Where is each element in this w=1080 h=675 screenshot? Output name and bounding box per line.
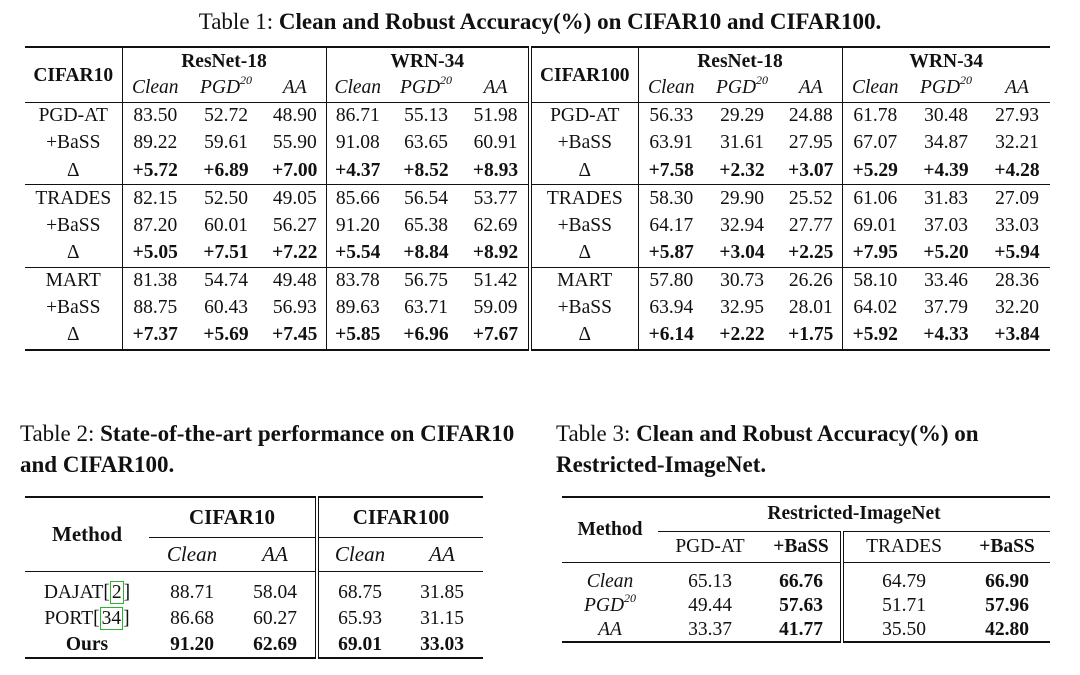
table2-cell-value: 62.69 — [235, 632, 317, 658]
table1-cell-label: Δ — [25, 322, 122, 350]
table1-cell-value: 83.50 — [133, 105, 178, 126]
table1-cell-value: 48.90 — [264, 102, 326, 130]
ref-bracket: [ — [93, 608, 100, 629]
table1-row — [25, 267, 1050, 295]
ref-bracket: ] — [123, 608, 130, 629]
table2-method-name — [25, 606, 149, 632]
table1-subheader-text: AA — [282, 77, 307, 98]
table1-cell-value: 27.93 — [995, 105, 1039, 126]
table1-left-model-b-header: WRN-34 — [326, 47, 530, 75]
table2-spacer-cell — [401, 571, 483, 580]
citation-link[interactable]: 2 — [111, 582, 122, 603]
table1-cell-value: 63.94 — [649, 297, 694, 319]
table3-cell-value: 64.79 — [882, 571, 926, 592]
table1-cell-label: +BaSS — [530, 130, 638, 158]
table1-cell-label: MART — [25, 267, 122, 295]
table3 — [562, 496, 1050, 643]
table1-right-col-aa-a — [780, 75, 842, 103]
table1-subheader-text: Clean — [131, 77, 179, 98]
table2-col-aa-a: AA — [235, 537, 317, 571]
table1-subheader-text: Clean — [334, 77, 382, 98]
table3-dataset-header: Restricted-ImageNet — [658, 497, 1050, 531]
ref-bracket: [ — [103, 582, 110, 603]
table1-right-col-pgd-b — [908, 75, 984, 103]
table3-cell-value: 66.76 — [762, 570, 842, 594]
table1-cell-value: 52.72 — [204, 105, 248, 126]
table3-spacer-cell — [842, 562, 964, 570]
table3-method-header: Method — [577, 518, 643, 540]
table3-cell-value: 57.63 — [762, 594, 842, 618]
table1-cell-value: 56.33 — [649, 105, 694, 126]
table1-cell-label: +BaSS — [25, 212, 122, 240]
table1-cell-value: +2.32 — [719, 159, 765, 181]
table3-row-label — [562, 570, 658, 594]
table1-cell-value: +7.67 — [463, 322, 530, 350]
table1-cell-value: +7.22 — [264, 240, 326, 268]
table1-cell-value: +5.72 — [132, 159, 178, 181]
table2-cell-value: 31.15 — [420, 608, 464, 629]
table1-cell-value: +5.85 — [335, 324, 381, 346]
table1-cell-value: +7.37 — [132, 324, 178, 346]
table1-subheader-text: AA — [483, 77, 508, 98]
table1-cell-value: 24.88 — [780, 102, 842, 130]
table1-cell-value: 51.42 — [463, 267, 530, 295]
table1-pgd-superscript: 20 — [756, 73, 769, 87]
table1-row — [25, 157, 1050, 185]
table1-row — [25, 130, 1050, 158]
table2-row — [25, 580, 483, 606]
table1-cell-label: PGD-AT — [530, 102, 638, 130]
table1-cell-value: 32.20 — [995, 297, 1039, 319]
table1-cell-value: 63.91 — [649, 132, 694, 154]
table3-caption — [556, 418, 1066, 480]
table1-cell-value: 59.09 — [463, 295, 530, 323]
table2-cell-value: 58.04 — [235, 580, 317, 606]
table1-subheader-text: AA — [1005, 77, 1029, 98]
table1-cell-value: +3.84 — [994, 324, 1040, 346]
table3-cell-value: 51.71 — [882, 595, 926, 616]
table3-column-header: TRADES — [866, 535, 942, 557]
table1-left-dataset-header: CIFAR10 — [25, 47, 122, 102]
table1-cell-value: +5.29 — [852, 159, 898, 181]
table1-cell-value: +5.69 — [203, 324, 249, 346]
table1-cell-value: 81.38 — [122, 267, 188, 295]
table3-caption-title: Clean and Robust Accuracy(%) on Restricted-ImageNet. — [556, 421, 979, 477]
table3-spacer-row — [562, 562, 1050, 570]
table1-subheader-text: Clean — [647, 77, 695, 98]
table1-left-col-aa-a — [264, 75, 326, 103]
table1-cell-value: +1.75 — [780, 322, 842, 350]
table2-dataset-a-header: CIFAR10 — [149, 497, 317, 537]
table1-cell-value: 49.48 — [264, 267, 326, 295]
table1-cell-value: 82.15 — [122, 185, 188, 213]
table1-cell-value: 31.61 — [720, 132, 764, 154]
table1-cell-value: 37.79 — [924, 297, 968, 319]
table1-left-col-clean-b — [326, 75, 389, 103]
table1-cell-value: +2.22 — [719, 324, 765, 346]
table1-caption-prefix: Table 1: — [198, 9, 274, 34]
table1-left-model-a-header: ResNet-18 — [122, 47, 326, 75]
table1-left-col-clean-a — [122, 75, 188, 103]
table1-cell-label: +BaSS — [25, 130, 122, 158]
table1-right-model-a-header: ResNet-18 — [638, 47, 842, 75]
table1-subheader-text: PGD — [919, 77, 961, 98]
table1-cell-value: 60.01 — [204, 214, 248, 236]
table1-left-col-pgd-a — [188, 75, 264, 103]
table3-row-label-superscript: 20 — [624, 591, 637, 605]
table1-cell-value: +4.28 — [994, 159, 1040, 181]
table3-spacer-cell — [562, 562, 658, 570]
table3-cell-value: 66.90 — [985, 571, 1029, 592]
table1-cell-value: +4.37 — [335, 159, 381, 181]
table2-col-aa-b: AA — [429, 541, 455, 566]
table1-cell-value: 61.78 — [853, 105, 898, 126]
table1-cell-value: +5.20 — [923, 242, 969, 263]
table3-spacer-cell — [762, 562, 842, 570]
table2-row — [25, 606, 483, 632]
table1-cell-value: 37.03 — [924, 214, 968, 236]
table2 — [25, 496, 483, 659]
table1-cell-value: +8.93 — [463, 157, 530, 185]
table1-cell-value: +8.92 — [463, 240, 530, 268]
table1-cell-value: +5.05 — [132, 242, 178, 263]
table2-cell-value: 60.27 — [235, 606, 317, 632]
table1-cell-value: +6.89 — [203, 159, 249, 181]
table2-spacer-row — [25, 571, 483, 580]
table2-method-header: Method — [52, 521, 122, 546]
table1-subheader-text: PGD — [399, 77, 441, 98]
table2-cell-value: 65.93 — [338, 608, 382, 629]
table1-cell-value: +7.45 — [264, 322, 326, 350]
table1-left-col-pgd-b — [389, 75, 463, 103]
table2-cell-value: 88.71 — [170, 582, 214, 603]
table1-cell-value: 32.21 — [995, 132, 1039, 154]
table1-row — [25, 185, 1050, 213]
table3-cell-value: 35.50 — [882, 618, 926, 640]
table2-cell-value: 31.85 — [420, 582, 464, 603]
table1-cell-value: 56.93 — [264, 295, 326, 323]
table1-cell-value: +7.58 — [648, 159, 694, 181]
table1-cell-value: 69.01 — [853, 214, 898, 236]
table3-cell-value: 42.80 — [985, 618, 1029, 640]
table2-dataset-b-header: CIFAR100 — [317, 497, 483, 537]
table1-cell-label: Δ — [530, 240, 638, 268]
table1-cell-value: +6.14 — [648, 324, 694, 346]
table1-subheader-text: PGD — [715, 77, 757, 98]
table1-cell-value: 65.38 — [404, 214, 448, 236]
table1-cell-label: Δ — [530, 157, 638, 185]
table1-cell-value: 34.87 — [924, 132, 968, 154]
table1-cell-value: +8.52 — [403, 159, 449, 181]
table2-method-name — [25, 580, 149, 606]
table1-cell-value: 60.91 — [463, 130, 530, 158]
table1-cell-value: 56.54 — [389, 185, 463, 213]
table1-pgd-superscript: 20 — [440, 73, 453, 87]
table2-col-clean-b: Clean — [334, 541, 386, 566]
table1-cell-value: 56.75 — [389, 267, 463, 295]
table3-column-header: +BaSS — [979, 535, 1035, 557]
table1-cell-value: 60.43 — [204, 297, 248, 319]
table1-cell-value: 30.73 — [704, 267, 780, 295]
table1-cell-value: 28.01 — [780, 295, 842, 323]
table1-cell-value: +2.25 — [780, 240, 842, 268]
table1-cell-value: 30.48 — [924, 105, 968, 126]
table1-cell-value: 57.80 — [638, 267, 704, 295]
table1-cell-value: 58.30 — [638, 185, 704, 213]
table2-cell-value: 33.03 — [420, 633, 464, 655]
table1-cell-value: +7.95 — [852, 242, 898, 263]
table1-cell-label: TRADES — [25, 185, 122, 213]
table1-cell-value: 61.06 — [842, 185, 908, 213]
table1-cell-value: 27.95 — [780, 130, 842, 158]
table1-cell-value: 64.17 — [649, 214, 694, 236]
table1-cell-value: 56.27 — [264, 212, 326, 240]
table2-spacer-cell — [235, 571, 317, 580]
table2-cell-value: 86.68 — [170, 608, 214, 629]
table1-cell-value: 55.90 — [264, 130, 326, 158]
table1-cell-value: 55.13 — [404, 105, 448, 126]
table1-cell-value: +6.96 — [403, 324, 449, 346]
table1-cell-value: 64.02 — [853, 297, 898, 319]
table2-caption — [20, 418, 520, 480]
table3-row-label-text: Clean — [586, 571, 634, 592]
table1-cell-value: 54.74 — [188, 267, 264, 295]
table3-row-label-text: PGD — [583, 595, 625, 616]
table2-method-label: PORT — [44, 608, 94, 629]
table1-cell-label: +BaSS — [530, 295, 638, 323]
table1-row — [25, 322, 1050, 350]
table3-row-label-text: AA — [598, 618, 622, 640]
table2-spacer-cell — [317, 571, 401, 580]
table1-cell-value: 89.22 — [133, 132, 178, 154]
table1-cell-value: 31.83 — [908, 185, 984, 213]
table1-cell-value: 88.75 — [133, 297, 178, 319]
table1-right-col-aa-b — [984, 75, 1050, 103]
table1-subheader-text: PGD — [199, 77, 241, 98]
table2-col-clean-a: Clean — [166, 541, 218, 566]
table1-cell-value: +5.92 — [852, 324, 898, 346]
table2-caption-prefix: Table 2: — [20, 421, 95, 446]
table1-cell-value: 58.10 — [842, 267, 908, 295]
table1-cell-value: +4.33 — [923, 324, 969, 346]
table1-cell-value: 59.61 — [204, 132, 248, 154]
table1-left-col-aa-b — [463, 75, 530, 103]
table1-cell-value: 86.71 — [335, 105, 380, 126]
table3-caption-prefix: Table 3: — [556, 421, 631, 446]
table1-cell-value: 85.66 — [326, 185, 389, 213]
table1 — [25, 46, 1050, 351]
table1-right-col-pgd-a — [704, 75, 780, 103]
table1-cell-value: +4.39 — [923, 159, 969, 181]
table1-cell-value: 29.90 — [704, 185, 780, 213]
table3-row — [562, 618, 1050, 642]
table1-cell-value: 62.69 — [463, 212, 530, 240]
table1-cell-value: 33.46 — [908, 267, 984, 295]
table1-subheader-text: Clean — [851, 77, 899, 98]
table1-cell-label: TRADES — [530, 185, 638, 213]
table1-cell-label: Δ — [530, 322, 638, 350]
table3-cell-value: 57.96 — [985, 595, 1029, 616]
table1-cell-value: 32.95 — [720, 297, 764, 319]
table1-row — [25, 102, 1050, 130]
table1-row — [25, 212, 1050, 240]
table3-column-header: PGD-AT — [675, 535, 745, 557]
table1-cell-value: 51.98 — [463, 102, 530, 130]
table1-pgd-superscript: 20 — [960, 73, 973, 87]
table3-cell-value: 41.77 — [762, 618, 842, 642]
table1-cell-value: 67.07 — [853, 132, 898, 154]
table3-row-label — [562, 618, 658, 642]
table2-cell-value: 91.20 — [170, 633, 214, 655]
table2-row — [25, 632, 483, 658]
table1-pgd-superscript: 20 — [240, 73, 253, 87]
table1-cell-value: 28.36 — [984, 267, 1050, 295]
table2-cell-value: 68.75 — [338, 582, 382, 603]
table1-cell-value: 33.03 — [995, 214, 1039, 236]
table1-cell-value: 26.26 — [780, 267, 842, 295]
table1-caption — [0, 6, 1080, 37]
table1-cell-label: Δ — [25, 157, 122, 185]
table2-method-name — [25, 632, 149, 658]
table1-right-col-clean-b — [842, 75, 908, 103]
table2-spacer-cell — [25, 571, 149, 580]
table2-spacer-cell — [149, 571, 235, 580]
table1-cell-value: 91.20 — [335, 214, 380, 236]
table1-cell-label: +BaSS — [530, 212, 638, 240]
table2-method-label: Ours — [65, 633, 109, 655]
table1-cell-value: +7.51 — [203, 242, 249, 263]
table1-cell-value: 87.20 — [133, 214, 178, 236]
table1-right-col-clean-a — [638, 75, 704, 103]
table1-row — [25, 240, 1050, 268]
table1-cell-value: 32.94 — [720, 214, 764, 236]
table1-cell-value: 27.09 — [984, 185, 1050, 213]
table1-right-dataset-header: CIFAR100 — [530, 47, 638, 102]
table1-caption-title: Clean and Robust Accuracy(%) on CIFAR10 and CIFAR100. — [278, 9, 882, 34]
table1-cell-value: 63.65 — [404, 132, 448, 154]
table1-cell-value: +5.54 — [335, 242, 381, 263]
table3-row — [562, 594, 1050, 618]
table1-cell-label: Δ — [25, 240, 122, 268]
table1-cell-label: +BaSS — [25, 295, 122, 323]
table1-cell-value: 25.52 — [780, 185, 842, 213]
table1-row — [25, 295, 1050, 323]
table3-column-header: +BaSS — [762, 531, 842, 562]
table3-spacer-cell — [658, 562, 762, 570]
table1-cell-value: +5.87 — [648, 242, 694, 263]
table1-subheader-text: AA — [798, 77, 823, 98]
table1-cell-value: 89.63 — [335, 297, 380, 319]
table1-cell-value: 52.50 — [188, 185, 264, 213]
citation-link[interactable]: 34 — [101, 608, 122, 629]
table2-method-label: DAJAT — [43, 582, 104, 603]
table1-cell-value: +8.84 — [403, 242, 449, 263]
table1-cell-value: 49.05 — [264, 185, 326, 213]
table1-cell-value: 27.77 — [780, 212, 842, 240]
table1-cell-value: +3.04 — [719, 242, 765, 263]
table3-cell-value: 65.13 — [688, 571, 732, 592]
table3-row-label — [562, 591, 658, 618]
table3-cell-value: 33.37 — [688, 618, 732, 640]
table1-cell-value: 63.71 — [404, 297, 448, 319]
table1-cell-label: PGD-AT — [25, 102, 122, 130]
table2-caption-title: State-of-the-art performance on CIFAR10 and CIFAR100. — [20, 421, 515, 477]
table3-cell-value: 49.44 — [688, 595, 732, 616]
table1-right-model-b-header: WRN-34 — [909, 51, 984, 73]
table2-cell-value: 69.01 — [338, 633, 382, 655]
table3-spacer-cell — [964, 562, 1050, 570]
ref-bracket: ] — [123, 582, 131, 603]
table1-cell-value: +7.00 — [264, 157, 326, 185]
table1-cell-value: 29.29 — [720, 105, 764, 126]
table1-cell-value: +3.07 — [780, 157, 842, 185]
table1-cell-value: 53.77 — [463, 185, 530, 213]
table1-cell-label: MART — [530, 267, 638, 295]
table1-cell-value: +5.94 — [994, 242, 1040, 263]
table1-cell-value: 91.08 — [335, 132, 380, 154]
table1-cell-value: 83.78 — [326, 267, 389, 295]
